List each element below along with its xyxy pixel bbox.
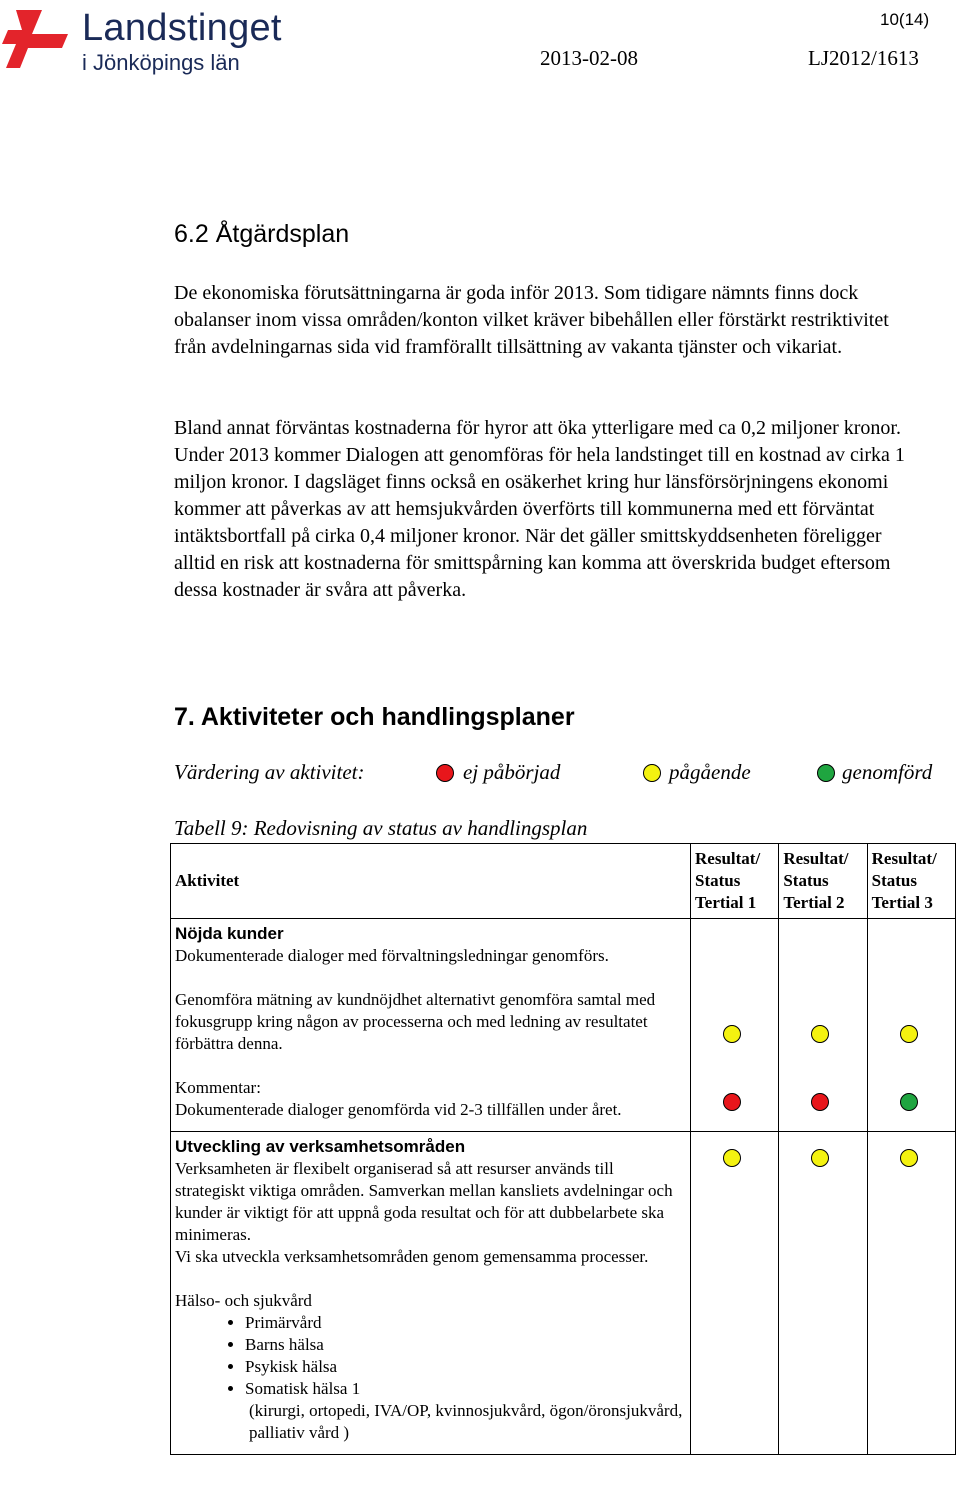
- activity-text: Dokumenterade dialoger med förvaltningsledningar genomförs.: [175, 946, 609, 965]
- header-activity: Aktivitet: [171, 844, 691, 919]
- red-status-icon: [436, 764, 454, 782]
- activity-cell: [171, 1132, 691, 1455]
- comment-text: Dokumenterade dialoger genomförda vid 2-3 tillfällen under året.: [175, 1100, 622, 1119]
- yellow-status-icon: [643, 764, 661, 782]
- legend-ongoing: pågående: [669, 760, 751, 784]
- comment-label: Kommentar:: [175, 1078, 261, 1097]
- table-header-row: [171, 844, 956, 919]
- status-cell-tertial-2: [779, 919, 867, 1132]
- legend-done: genomförd: [842, 760, 933, 784]
- paragraph-1: De ekonomiska förutsättningarna är goda inför 2013. Som tidigare nämnts finns dock obalanser inom vissa områden/konton vilket kräver bibehållen eller förstärkt restriktivitet från avdelningarnas sida vid framförallt tillsättning av vakanta tjänster och vikariat.: [174, 282, 889, 358]
- activity-text: Vi ska utveckla verksamhetsområden genom gemensamma processer.: [175, 1247, 649, 1266]
- page-number: 10(14): [880, 10, 930, 29]
- landstinget-logo-icon: [2, 4, 76, 74]
- document-reference: LJ2012/1613: [808, 46, 919, 70]
- list-note: (kirurgi, ortopedi, IVA/OP, kvinnosjukvård, ögon/öronsjukvård, palliativ vård ): [249, 1401, 683, 1442]
- header-tertial-2: Resultat/ Status Tertial 2: [779, 844, 867, 919]
- legend-label: Värdering av aktivitet:: [174, 760, 365, 784]
- header-tertial-3: Resultat/ Status Tertial 3: [867, 844, 955, 919]
- status-icon: [723, 1093, 741, 1111]
- status-icon: [723, 1149, 741, 1167]
- list-item: • Barns hälsa: [245, 1334, 684, 1356]
- logo-name: Landstinget: [82, 7, 282, 49]
- activity-cell: [171, 919, 691, 1132]
- paragraph-2: Bland annat förväntas kostnaderna för hyror att öka ytterligare med ca 0,2 miljoner kronor. Under 2013 kommer Dialogen att genomföras för hela landstinget till en kostnad av cirka 1 miljon kronor. I dagsläget finns också en osäkerhet kring hur länsförsörjningens ekonomi kommer att påverkas av att hemsjukvården överförts till kommunerna med ett förväntat intäktsbortfall på cirka 0,4 miljoner kronor. När det gäller smittskyddsenheten föreligger alltid en risk att kostnaderna för smittspårning kan komma att överskrida budget eftersom dessa kostnader är svåra att påverka.: [174, 417, 905, 601]
- group-title: Utveckling av verksamhetsområden: [175, 1137, 466, 1156]
- status-icon: [811, 1093, 829, 1111]
- table-caption: Tabell 9: Redovisning av status av handlingsplan: [174, 816, 588, 840]
- status-cell-tertial-2: [779, 1132, 867, 1455]
- logo-subtitle: i Jönköpings län: [82, 50, 240, 75]
- table-row: [171, 1132, 956, 1455]
- status-cell-tertial-3: [867, 1132, 955, 1455]
- section-6-2-heading: 6.2 Åtgärdsplan: [174, 220, 350, 248]
- table-row: [171, 919, 956, 1132]
- green-status-icon: [817, 764, 835, 782]
- list-item: • Primärvård: [245, 1312, 684, 1334]
- status-icon: [811, 1025, 829, 1043]
- care-area-list: [175, 1312, 684, 1400]
- list-item: • Psykisk hälsa: [245, 1356, 684, 1378]
- status-cell-tertial-1: [691, 1132, 779, 1455]
- section-7-heading: 7. Aktiviteter och handlingsplaner: [174, 703, 575, 731]
- legend-not-started: ej påbörjad: [463, 760, 561, 784]
- list-item: • Somatisk hälsa 1: [245, 1378, 684, 1400]
- status-legend: [174, 760, 954, 790]
- status-icon: [723, 1025, 741, 1043]
- status-cell-tertial-3: [867, 919, 955, 1132]
- list-title: Hälso- och sjukvård: [175, 1291, 312, 1310]
- status-icon: [900, 1093, 918, 1111]
- activity-text: Verksamheten är flexibelt organiserad så att resurser används till strategiskt viktiga områden. Samverkan mellan kansliets avdelningar och kunder är viktigt för att uppnå goda resultat och för att dubbelarbete ska minimeras.: [175, 1159, 673, 1244]
- status-table: [170, 843, 956, 1455]
- group-title: Nöjda kunder: [175, 924, 284, 943]
- status-icon: [900, 1149, 918, 1167]
- header-tertial-1: Resultat/ Status Tertial 1: [691, 844, 779, 919]
- status-icon: [811, 1149, 829, 1167]
- status-icon: [900, 1025, 918, 1043]
- document-date: 2013-02-08: [540, 46, 638, 70]
- activity-text: Genomföra mätning av kundnöjdhet alternativt genomföra samtal med fokusgrupp kring någon av processerna och med ledning av resultatet förbättra denna.: [175, 990, 656, 1053]
- status-cell-tertial-1: [691, 919, 779, 1132]
